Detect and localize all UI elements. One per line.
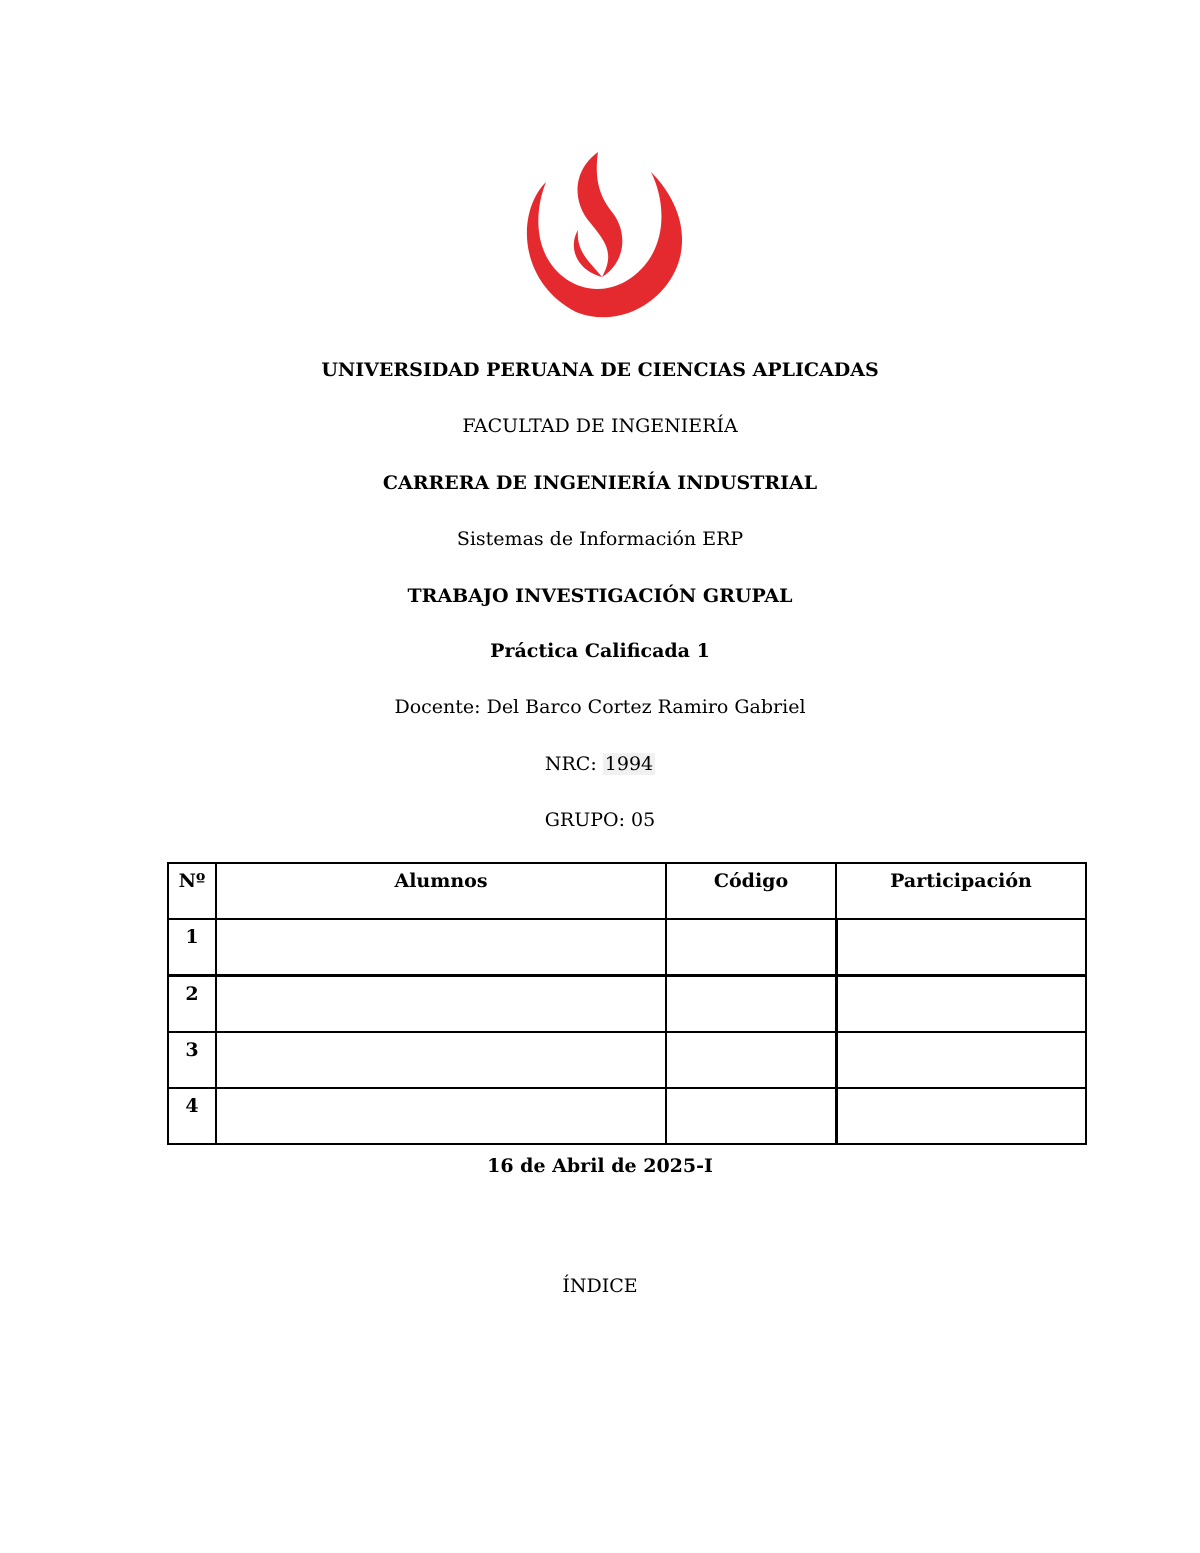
participacion-cell[interactable] xyxy=(836,976,1086,1033)
index-title: ÍNDICE xyxy=(562,1275,638,1297)
upc-flame-logo-icon xyxy=(516,152,684,320)
table-row xyxy=(168,976,1086,1033)
codigo-cell[interactable] xyxy=(666,919,836,976)
work-type: TRABAJO INVESTIGACIÓN GRUPAL xyxy=(407,585,793,607)
submission-date: 16 de Abril de 2025-I xyxy=(487,1155,713,1177)
row-number: 4 xyxy=(168,1088,216,1144)
faculty-name: FACULTAD DE INGENIERÍA xyxy=(462,415,738,437)
assignment-title: Práctica Calificada 1 xyxy=(490,640,710,662)
nrc-value: 1994 xyxy=(604,753,654,775)
group-number: GRUPO: 05 xyxy=(544,809,656,831)
row-number: 2 xyxy=(168,976,216,1033)
column-header-num: Nº xyxy=(168,863,216,919)
alumno-cell[interactable] xyxy=(216,1032,666,1088)
participacion-cell[interactable] xyxy=(836,919,1086,976)
university-name: UNIVERSIDAD PERUANA DE CIENCIAS APLICADAS xyxy=(321,359,879,381)
alumno-cell[interactable] xyxy=(216,919,666,976)
row-number: 3 xyxy=(168,1032,216,1088)
codigo-cell[interactable] xyxy=(666,976,836,1033)
table-row xyxy=(168,1088,1086,1144)
codigo-cell[interactable] xyxy=(666,1032,836,1088)
column-header-participacion: Participación xyxy=(836,863,1086,919)
table-row xyxy=(168,1032,1086,1088)
nrc-line xyxy=(0,752,1200,776)
row-number: 1 xyxy=(168,919,216,976)
nrc-label: NRC: xyxy=(544,753,603,775)
career-name: CARRERA DE INGENIERÍA INDUSTRIAL xyxy=(382,472,818,494)
column-header-alumnos: Alumnos xyxy=(216,863,666,919)
table-row xyxy=(168,919,1086,976)
teacher-name: Docente: Del Barco Cortez Ramiro Gabriel xyxy=(394,696,806,718)
column-header-codigo: Código xyxy=(666,863,836,919)
students-table xyxy=(167,862,1087,1145)
alumno-cell[interactable] xyxy=(216,1088,666,1144)
participacion-cell[interactable] xyxy=(836,1032,1086,1088)
table-header-row xyxy=(168,863,1086,919)
course-name: Sistemas de Información ERP xyxy=(456,528,744,550)
codigo-cell[interactable] xyxy=(666,1088,836,1144)
participacion-cell[interactable] xyxy=(836,1088,1086,1144)
alumno-cell[interactable] xyxy=(216,976,666,1033)
